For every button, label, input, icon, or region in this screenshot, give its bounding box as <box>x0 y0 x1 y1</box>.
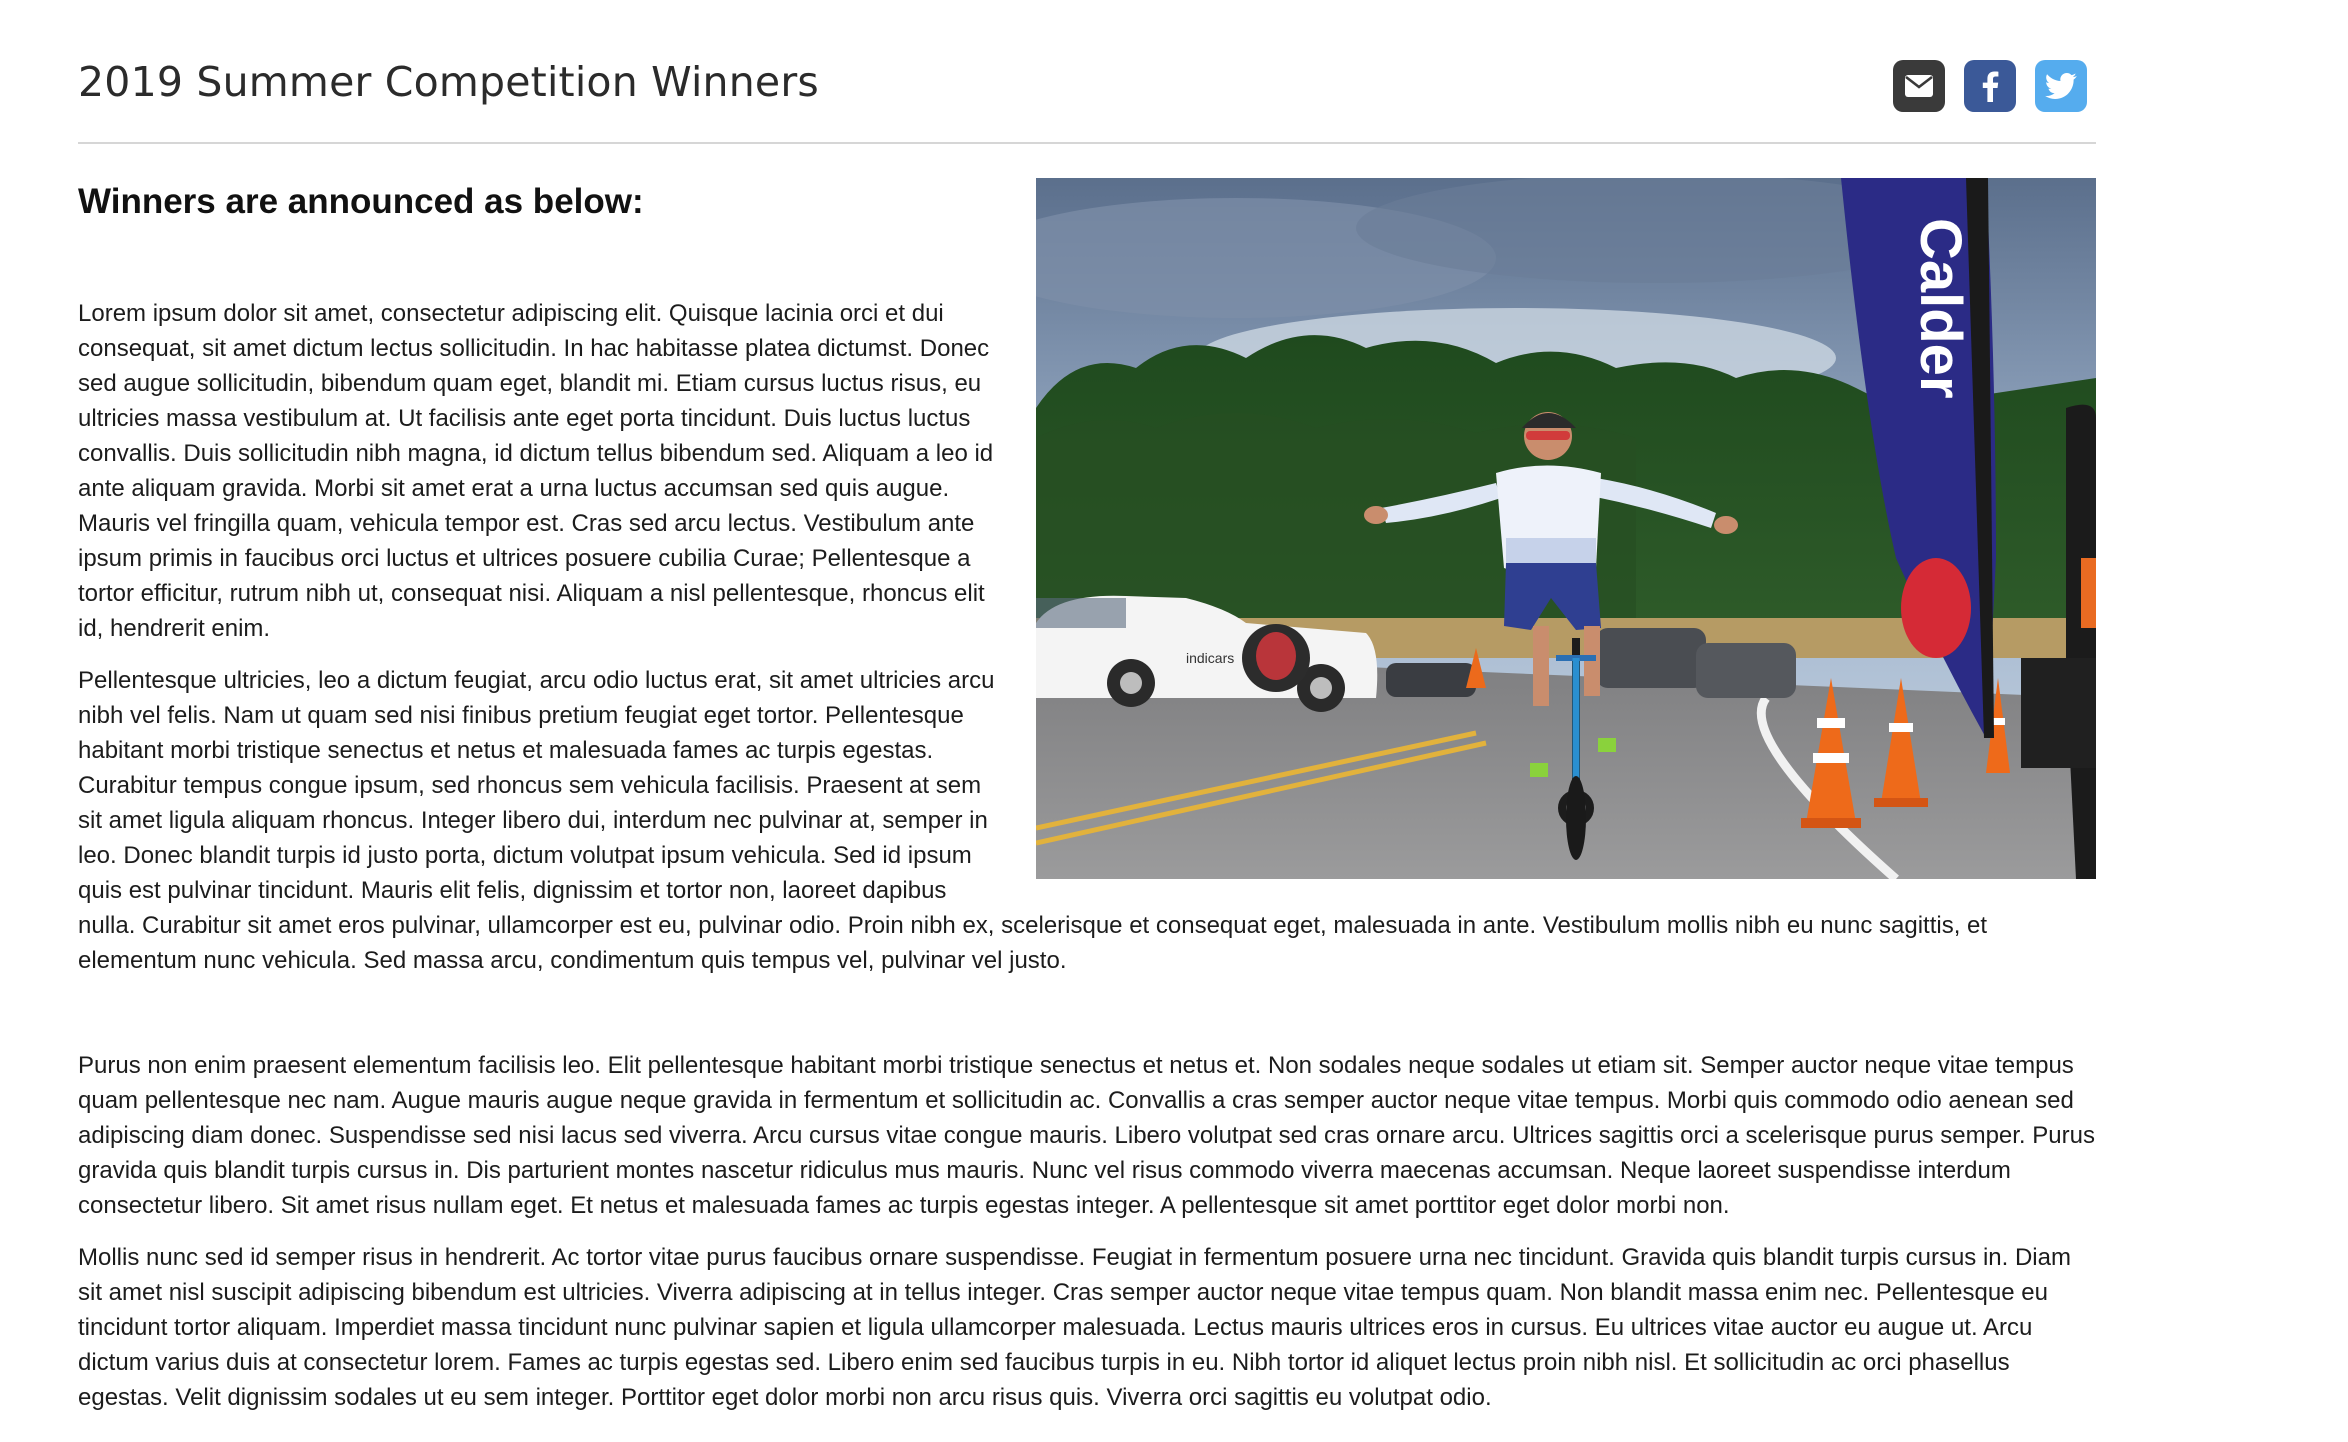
page-header <box>78 0 2096 144</box>
article-paragraph-4: Mollis nunc sed id semper risus in hendrerit. Ac tortor vitae purus faucibus ornare suspendisse. Feugiat in fermentum posuere urna nec tincidunt. Gravida quis blandit turpis cursus in. Diam sit amet nisl suscipit adipiscing bibendum est ultricies. Viverra adipiscing at in tellus integer. Cras semper auctor neque vitae tempus quam. Non blandit massa enim nec. Pellentesque eu tincidunt tortor aliquam. Imperdiet massa tincidunt nunc pulvinar sapien et ligula ullamcorper malesuada. Lectus mauris ultrices eros in cursus. Eu ultrices vitae auctor eu augue ut. Arcu dictum varius duis at consectetur lorem. Fames ac turpis egestas sed. Libero enim sed faucibus turpis in eu. Nibh tortor id aliquet lectus proin nibh nisl. Et sollicitudin ac orci phasellus egestas. Velit dignissim sodales ut eu sem integer. Porttitor eget dolor morbi non arcu risus quis. Viverra orci sagittis eu volutpat odio. <box>78 1244 2071 1411</box>
article-paragraph-1: Lorem ipsum dolor sit amet, consectetur adipiscing elit. Quisque lacinia orci et dui consequat, sit amet dictum lectus sollicitudin. In hac habitasse platea dictumst. Donec sed augue sollicitudin, bibendum quam eget, blandit mi. Etiam cursus luctus risus, eu ultricies massa vestibulum at. Ut facilisis ante eget porta tincidunt. Duis luctus luctus convallis. Duis sollicitudin nibh magna, id dictum tellus bibendum sed. Aliquam a leo id ante aliquam gravida. Morbi sit amet erat a urna luctus accumsan sed quis augue. Mauris vel fringilla quam, vehicula tempor est. Cras sed arcu lectus. Vestibulum ante ipsum primis in faucibus orci luctus et ultrices posuere cubilia Curae; Pellentesque a tortor efficitur, rutrum nibh ut, consequat nisi. Aliquam a nisl pellentesque, rhoncus elit id, hendrerit enim. <box>78 300 994 642</box>
share-email-button[interactable] <box>1893 60 1945 112</box>
car-sponsor-text: indicars <box>1186 650 1235 666</box>
share-facebook-button[interactable] <box>1964 60 2016 112</box>
winner-cyclist-photo <box>1036 178 2096 879</box>
page-title: 2019 Summer Competition Winners <box>78 58 819 106</box>
share-buttons <box>1893 60 2087 112</box>
share-twitter-button[interactable] <box>2035 60 2087 112</box>
facebook-icon <box>1981 70 1999 102</box>
article-paragraph-2: Pellentesque ultricies, leo a dictum feugiat, arcu odio luctus erat, sit amet ultricies arcu nibh vel felis. Nam ut quam sed nisi finibus pretium feugiat eget tortor. Pellentesque habitant morbi tristique senectus et netus et malesuada fames ac turpis egestas. Curabitur tempus congue ipsum, sed rhoncus sem vehicula facilisis. Praesent at sem sit amet ligula aliquam rhoncus. Integer libero dui, interdum nec pulvinar at, semper in leo. Donec blandit turpis id justo porta, dictum volutpat ipsum vehicula. Sed id ipsum quis est pulvinar tincidunt. Mauris elit felis, dignissim et tortor non, laoreet dapibus nulla. Curabitur sit amet eros pulvinar, ullamcorper est eu, pulvinar odio. Proin nibh ex, scelerisque et consequat eget, malesuada in ante. Vestibulum mollis nibh eu nunc sagittis, et elementum nunc vehicula. Sed massa arcu, condimentum quis tempus vel, pulvinar vel justo. <box>78 667 1988 974</box>
cyclist-photo <box>1036 178 2096 879</box>
twitter-icon <box>2045 73 2077 99</box>
article-content <box>78 144 2096 1415</box>
page <box>78 0 2096 1432</box>
banner-text: Calder <box>1908 218 1973 399</box>
article-paragraph-3: Purus non enim praesent elementum facilisis leo. Elit pellentesque habitant morbi tristique senectus et netus et. Non sodales neque sodales ut etiam sit. Semper auctor neque vitae tempus quam pellentesque nec nam. Augue mauris augue neque gravida in fermentum et sollicitudin ac. Convallis a cras semper auctor neque vitae tempus. Morbi quis commodo odio aenean sed adipiscing diam donec. Suspendisse sed nisi lacus sed viverra. Arcu cursus vitae congue mauris. Libero volutpat sed cras ornare arcu. Ultrices sagittis orci a scelerisque purus semper. Purus gravida quis blandit turpis cursus in. Dis parturient montes nascetur ridiculus mus mauris. Nunc vel risus commodo viverra maecenas accumsan. Neque laoreet suspendisse interdum consectetur libero. Sit amet risus nullam eget. Et netus et malesuada fames ac turpis egestas integer. A pellentesque sit amet porttitor eget dolor morbi non. <box>78 1052 2095 1219</box>
winners-subheading: Winners are announced as below: <box>78 182 644 221</box>
envelope-icon <box>1905 75 1933 97</box>
